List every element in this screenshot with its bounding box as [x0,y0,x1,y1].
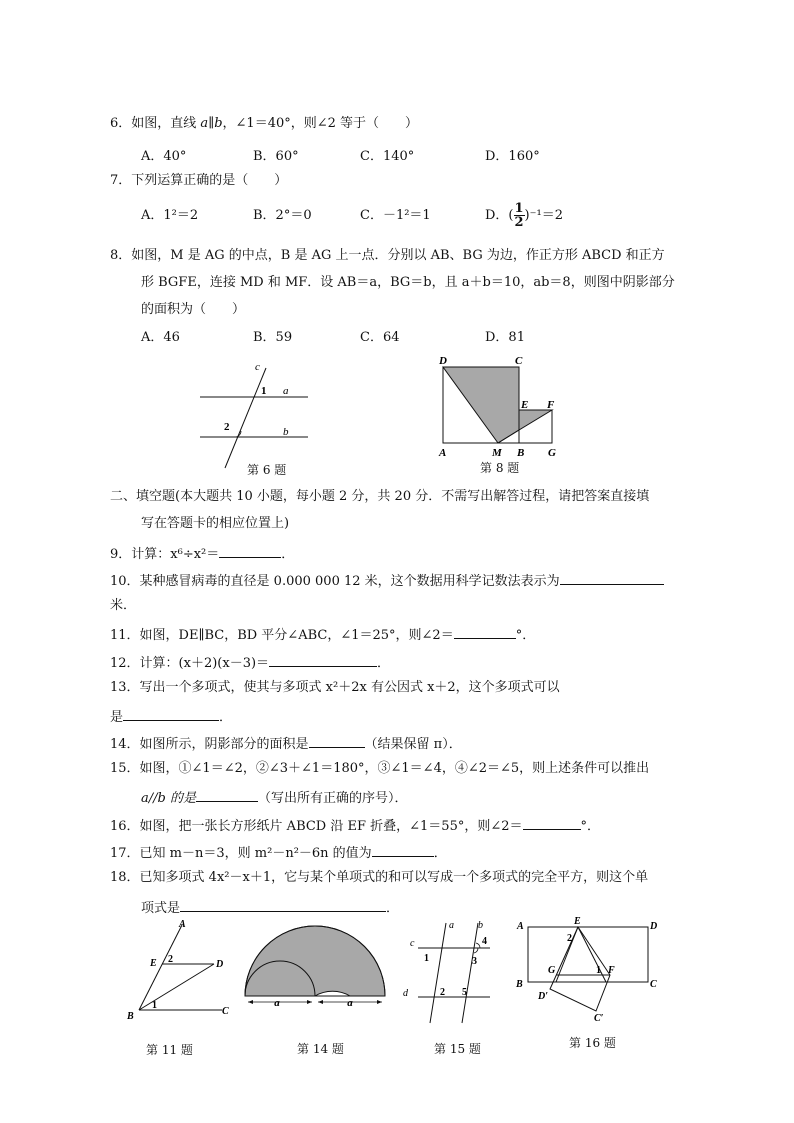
fig16-label-1: 1 [596,965,601,976]
fig6-caption: 第 6 题 [247,463,287,477]
fig11-label-2: 2 [168,954,173,965]
q16-answer-blank[interactable] [523,815,581,830]
fig14-caption: 第 14 题 [297,1042,344,1056]
fig15-label-a: a [449,920,454,931]
fig6-label-2: 2 [224,421,230,433]
q10-answer-blank[interactable] [560,570,664,585]
fig8-label-d: D [439,355,447,367]
figure-16 [512,913,662,1023]
q17-text: 17．已知 m－n＝3，则 m²－n²－6n 的值为 [110,846,372,861]
fig15-label-1: 1 [424,953,429,964]
q16-end: °． [580,819,601,834]
figure-8 [433,352,563,462]
fig15-label-2: 2 [440,987,445,998]
q14-text: 14．如图所示，阴影部分的面积是 [110,737,309,752]
q13-answer-blank[interactable] [123,706,219,721]
q7-d-fraction [514,202,525,229]
fig16-caption: 第 16 题 [569,1036,616,1050]
q11-end: °． [515,628,536,643]
q9-text: 9．计算：x⁶÷x²＝ [110,547,220,562]
q15-answer-blank[interactable] [196,787,258,802]
q7-d-suffix: )⁻¹＝2 [524,208,563,223]
q15-line-2-text: a//b 的是 [141,791,196,806]
q6-var-b: b [214,116,223,131]
fig15-angle-4-arc [476,943,480,948]
fig14-shaded-region [245,926,385,996]
q8-option-a: A．46 [141,330,180,345]
fig16-label-d-prime: D′ [538,991,549,1002]
question-7-stem [110,172,287,190]
q11-text: 11．如图，DE∥BC，BD 平分∠ABC，∠1＝25°，则∠2＝ [110,628,454,643]
fig16-label-e: E [574,916,581,927]
figure-6 [195,360,315,470]
q13-end: ． [219,710,233,725]
fig16-label-f: F [608,965,615,976]
fig15-line-b [462,923,478,1023]
fig11-label-e: E [150,958,157,969]
q6-stem-a: 如图，直线 [131,116,201,131]
fig16-label-d: D [650,921,658,932]
fig16-label-a: A [517,921,524,932]
fig15-label-c: c [410,938,415,949]
question-11 [110,624,535,645]
fig11-caption: 第 11 题 [146,1043,193,1057]
q17-answer-blank[interactable] [372,842,434,857]
fig8-label-a: A [439,447,447,459]
q13-line-2 [110,706,232,727]
q9-end: ． [281,547,295,562]
q12-text: 12．计算：(x＋2)(x－3)＝ [110,656,270,671]
q7-stem-text: 下列运算正确的是（ ） [131,173,288,188]
question-12 [110,652,390,673]
fig6-label-c: c [255,361,260,373]
fig8-label-b: B [517,447,525,459]
fig15-label-5: 5 [462,987,467,998]
q7-option-d [485,201,563,231]
fig15-label-4: 4 [482,936,487,947]
q7-option-b: B．2°＝0 [253,208,312,223]
fig6-label-b: b [283,426,289,438]
q6-option-d: D．160° [485,149,540,164]
fig16-label-g: G [548,965,556,976]
question-16 [110,815,600,836]
q15-line-2 [141,787,407,808]
q6-stem-b: ，∠1＝40°，则∠2 等于（ ） [222,116,419,131]
fig14-arrow-4 [377,1000,382,1004]
fig14-arrow-3 [318,1000,323,1004]
fig8-shade-right [519,410,552,430]
fig15-line-a [430,923,446,1023]
q6-parallel: ∥ [208,116,215,131]
q7-d-numerator: 1 [514,201,524,216]
q6-option-b: B．60° [253,149,299,164]
q7-number: 7． [110,173,132,188]
fig16-label-c: C [650,979,657,990]
q6-var-a: a [200,116,209,131]
q14-end: （结果保留 π）． [364,737,462,752]
q9-answer-blank[interactable] [219,543,281,558]
figure-15 [398,915,498,1025]
q8-option-d: D．81 [485,330,525,345]
q7-d-denominator: 2 [514,215,524,230]
question-17 [110,842,447,863]
fig8-label-g: G [548,447,556,459]
q8-option-b: B．59 [253,330,293,345]
q6-option-c: C．140° [360,149,415,164]
q7-option-a: A．1²＝2 [141,208,199,223]
fig11-label-d: D [216,959,224,970]
figure-11 [122,915,237,1025]
fig11-label-a: A [179,919,186,930]
fig14-label-a2: a [347,997,353,1009]
q11-answer-blank[interactable] [454,624,516,639]
q8-option-c: C．64 [360,330,400,345]
fig15-label-3: 3 [472,956,477,967]
fig8-label-f: F [547,399,555,411]
fig14-arrow-1 [248,1000,253,1004]
fig11-label-c: C [222,1006,229,1017]
fig8-label-c: C [515,355,523,367]
question-6-stem [110,115,418,133]
fig15-label-d: d [403,988,408,999]
fig8-label-m: M [492,447,502,459]
question-18: 18．已知多项式 4x²－x＋1，它与某个单项式的和可以写成一个多项式的完全平方，则这个单 [110,870,649,885]
fig16-label-c-prime: C′ [594,1013,604,1024]
figure-14 [240,918,390,1013]
q17-end: ． [433,846,447,861]
fig11-label-1: 1 [152,1000,157,1011]
fig14-label-a1: a [274,997,280,1009]
q7-option-c: C．－1²＝1 [360,208,431,223]
q7-d-prefix: D．( [485,208,514,223]
q12-answer-blank[interactable] [269,652,377,667]
section-2-heading-line-1: 二、填空题(本大题共 10 小题，每小题 2 分，共 20 分．不需写出解答过程，请把答案直接填 [110,489,650,504]
q18-answer-blank[interactable] [180,897,386,912]
question-8-line-2: 形 BGFE，连接 MD 和 MF．设 AB＝a，BG＝b，且 a＋b＝10，ab＝8，则图中阴影部分 [141,275,675,290]
fig16-label-b: B [516,979,523,990]
fig15-label-b: b [478,920,483,931]
q18-end: ． [386,901,400,916]
q15-end: （写出所有正确的序号）． [257,791,408,806]
fig16-folded-flap [550,927,610,1011]
q18-line-2-text: 项式是 [141,901,181,916]
fig8-label-e: E [521,399,529,411]
q13-line-2-text: 是 [110,710,124,725]
fig16-label-2: 2 [567,933,572,944]
fig16-rectangle-abcd [528,927,648,982]
q6-option-a: A．40° [141,149,187,164]
question-8-line-1: 8．如图，M 是 AG 的中点，B 是 AG 上一点．分别以 AB、BG 为边，作正方形 ABCD 和正方 [110,248,665,263]
q10-line-2: 米． [110,598,137,613]
fig8-caption: 第 8 题 [480,461,520,475]
fig6-label-a: a [283,385,289,397]
section-2-heading-line-2: 写在答题卡的相应位置上) [141,516,290,531]
question-13: 13．写出一个多项式，使其与多项式 x²＋2x 有公因式 x＋2，这个多项式可以 [110,680,560,695]
question-9 [110,543,294,564]
question-10 [110,570,664,591]
fig14-arrow-2 [307,1000,312,1004]
q14-answer-blank[interactable] [309,733,365,748]
fig6-label-1: 1 [261,385,267,397]
q16-text: 16．如图，把一张长方形纸片 ABCD 沿 EF 折叠，∠1＝55°，则∠2＝ [110,819,523,834]
fig16-fold-ef [578,927,606,982]
fig11-label-b: B [127,1011,134,1022]
fig15-caption: 第 15 题 [434,1042,481,1056]
question-8-line-3: 的面积为（ ） [141,302,246,317]
fig15-angle-3-arc [474,948,478,953]
q10-text: 10．某种感冒病毒的直径是 0.000 000 12 米，这个数据用科学记数法表示为 [110,574,560,589]
question-15: 15．如图，①∠1＝∠2，②∠3＋∠1＝180°，③∠1＝∠4，④∠2＝∠5，则上述条件可以推出 [110,761,650,776]
question-14 [110,733,462,754]
q12-end: ． [377,656,391,671]
fig8-shade-left [443,367,519,443]
q6-number: 6． [110,116,132,131]
fig6-line-c [225,368,266,468]
